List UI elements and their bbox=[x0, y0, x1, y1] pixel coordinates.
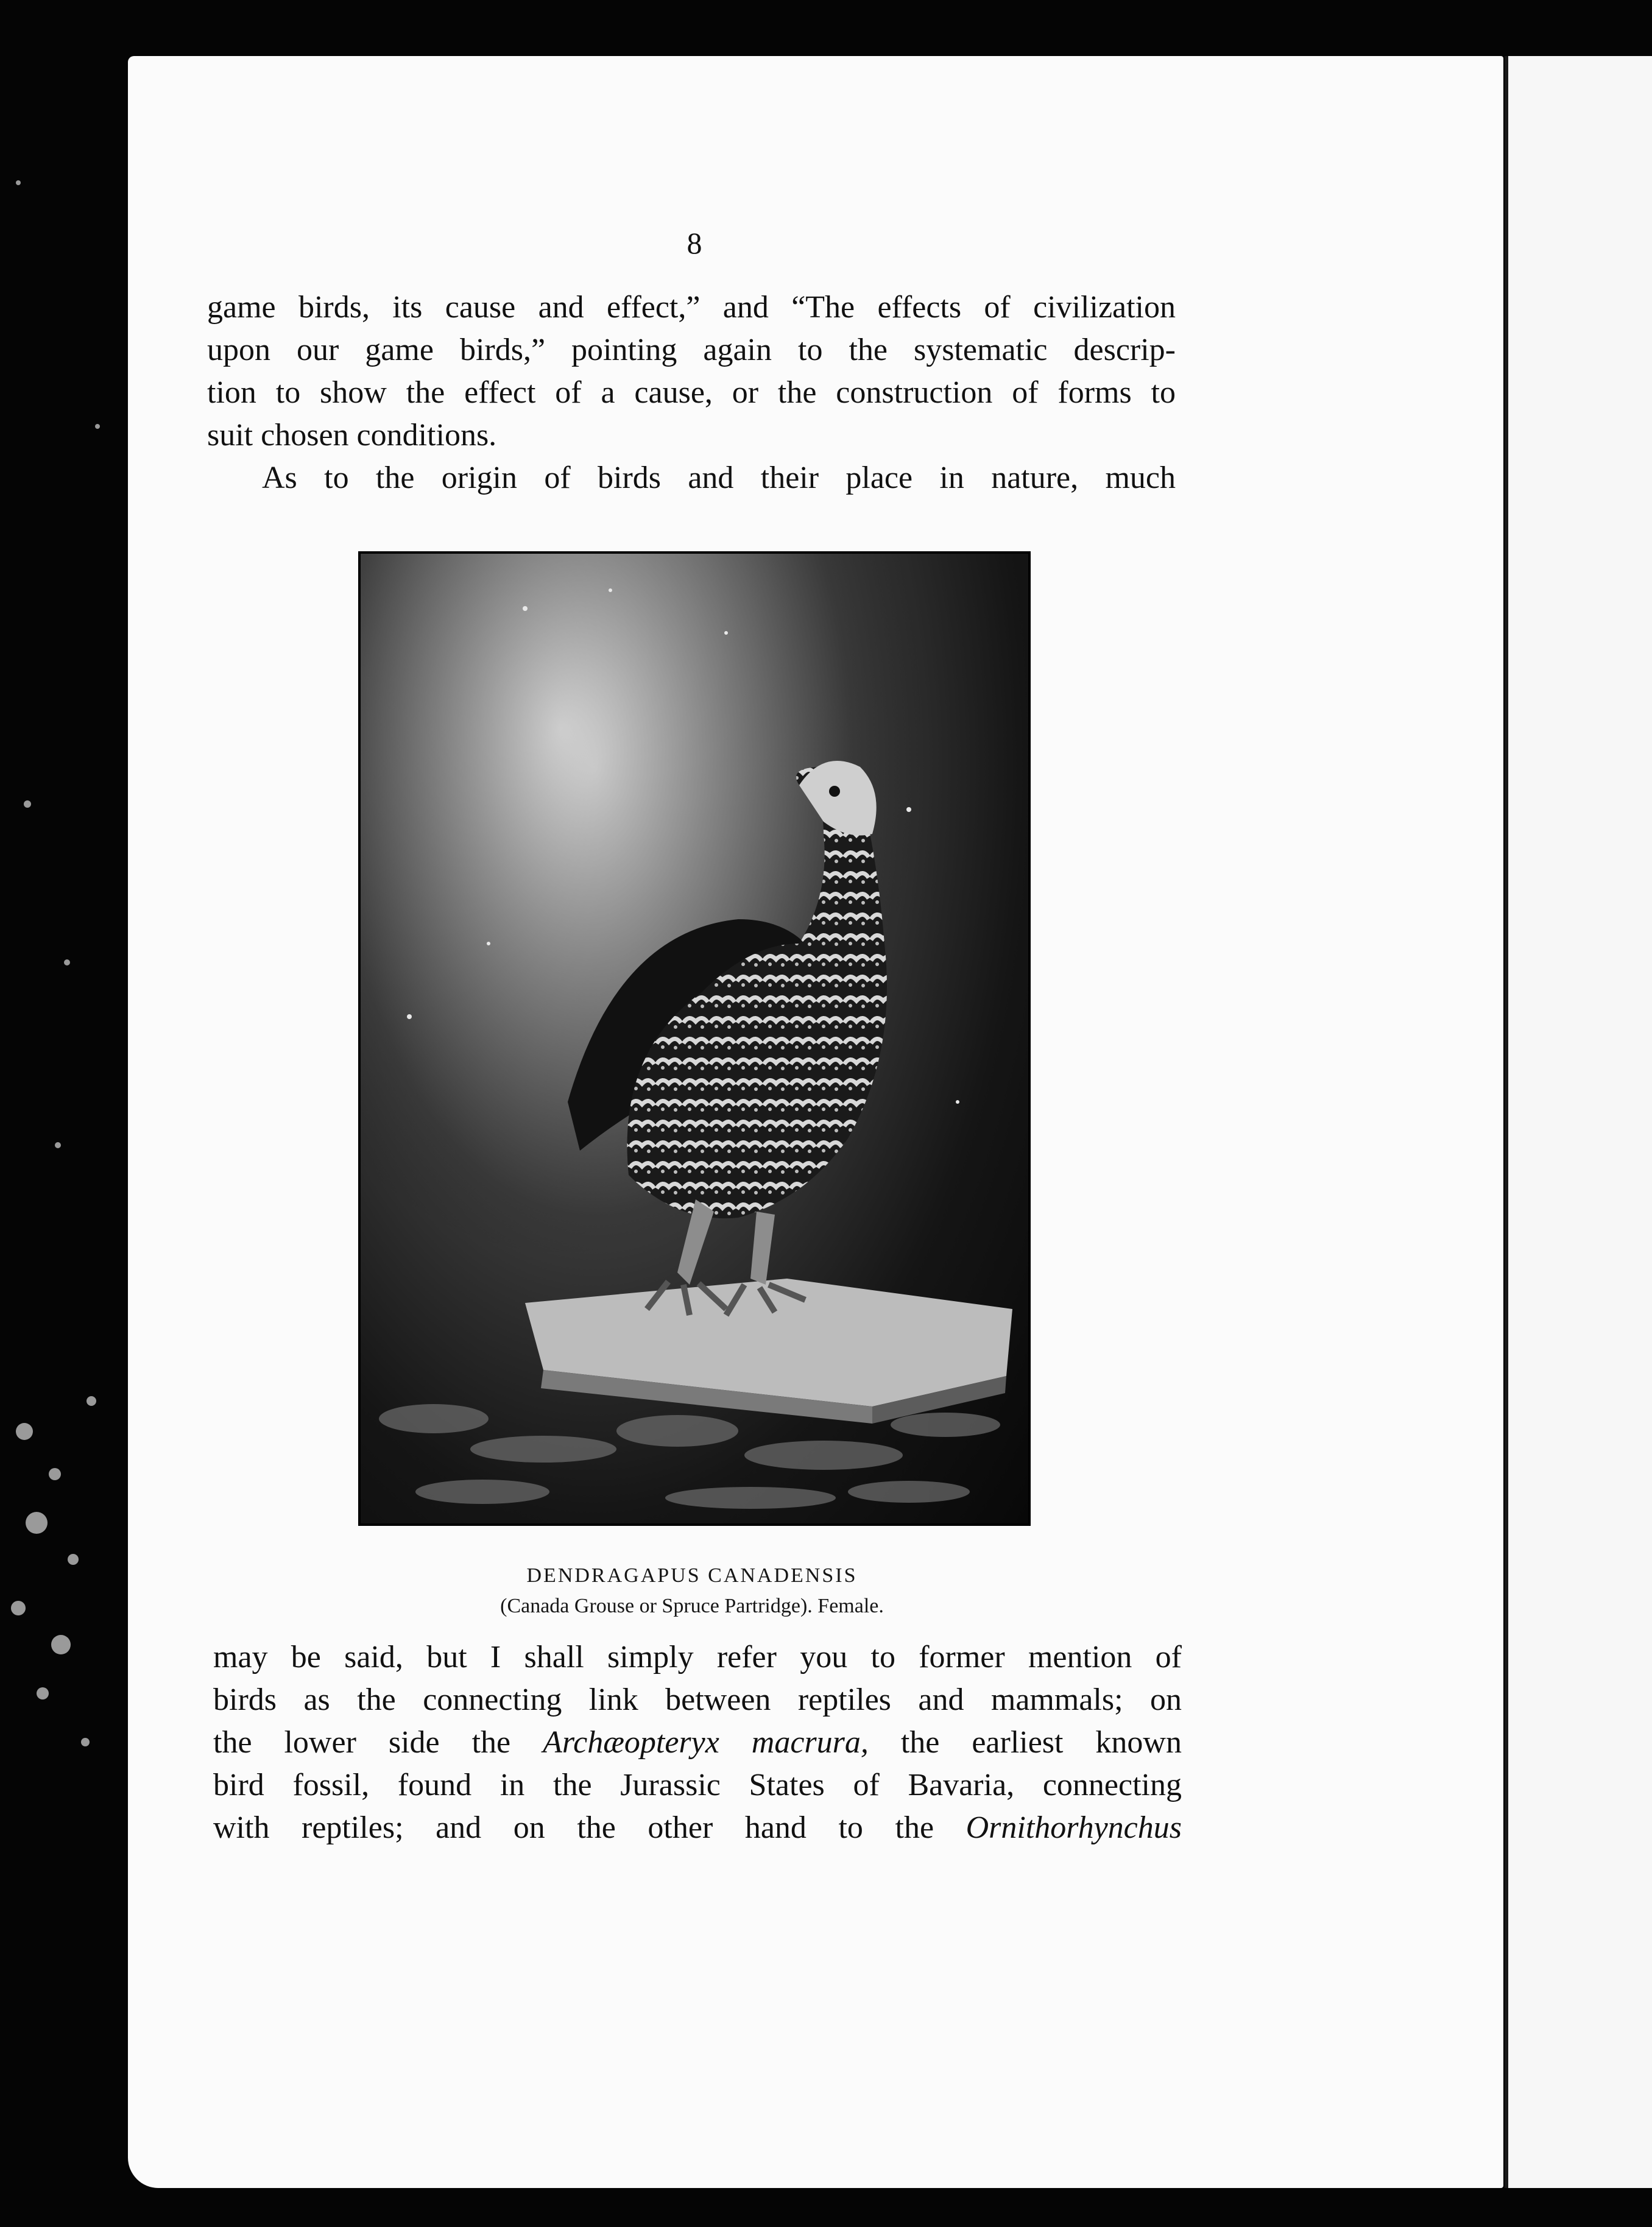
paragraph-line: suit chosen conditions. bbox=[207, 418, 497, 453]
paragraph-line: tion to show the effect of a cause, or the construction of forms to bbox=[207, 375, 1176, 410]
figure-caption-title: DENDRAGAPUS CANADENSIS bbox=[526, 1564, 858, 1587]
paragraph-origin-start bbox=[262, 457, 1176, 499]
paragraph-line: upon our game birds,” pointing again to the systematic descrip- bbox=[207, 333, 1176, 367]
adjacent-page-edge bbox=[1505, 56, 1652, 2188]
grouse-photograph-plate bbox=[358, 551, 1031, 1526]
paragraph-line: bird fossil, found in the Jurassic States of Bavaria, connecting bbox=[213, 1768, 1182, 1802]
paragraph-line: game birds, its cause and effect,” and “The effects of civilization bbox=[207, 290, 1176, 325]
paragraph-continuation bbox=[213, 1636, 1182, 1849]
text-run: the lower side the bbox=[213, 1725, 543, 1760]
paragraph-line bbox=[213, 1721, 1182, 1764]
italic-taxon-name: Ornithorhynchus bbox=[965, 1810, 1182, 1845]
paragraph-line: As to the origin of birds and their place in nature, much bbox=[262, 461, 1176, 495]
italic-taxon-name: Archæopteryx macrura, bbox=[543, 1725, 869, 1760]
paragraph-line: may be said, but I shall simply refer you to former mention of bbox=[213, 1640, 1182, 1675]
text-run: the earliest known bbox=[868, 1725, 1182, 1760]
figure-caption-subtitle: (Canada Grouse or Spruce Partridge). Female. bbox=[500, 1595, 884, 1617]
page-number: 8 bbox=[687, 226, 702, 260]
text-run: with reptiles; and on the other hand to the bbox=[213, 1810, 966, 1845]
paragraph-line bbox=[213, 1807, 1182, 1849]
grouse-illustration bbox=[361, 554, 1028, 1523]
paragraph-intro bbox=[207, 286, 1176, 457]
paragraph-line: birds as the connecting link between reptiles and mammals; on bbox=[213, 1682, 1182, 1717]
